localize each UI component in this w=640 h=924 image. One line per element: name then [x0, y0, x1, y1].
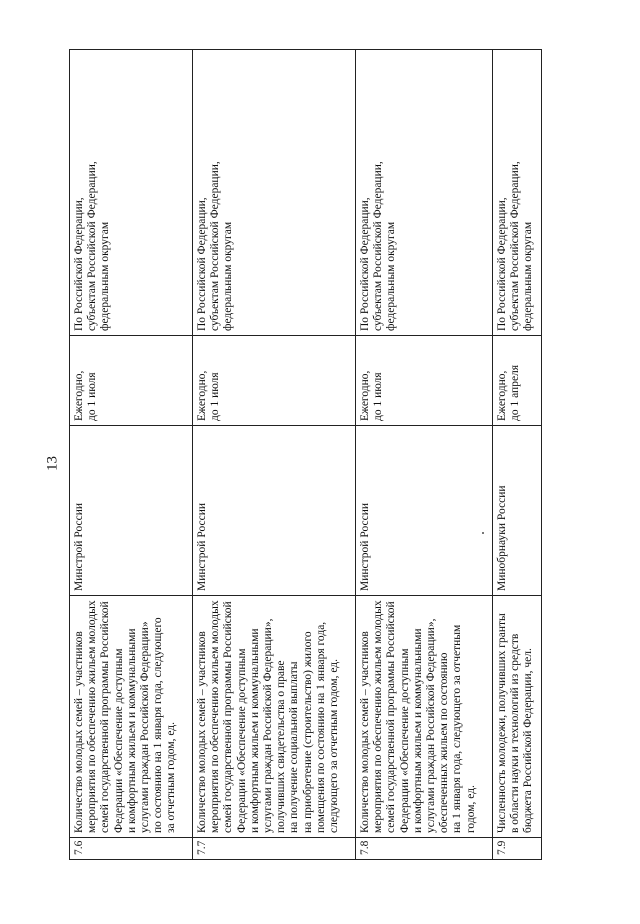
responsible-agency: Минобрнауки России	[493, 426, 542, 596]
aggregation-level: По Российской Федерации, субъектам Российской Федерации, федеральным округам	[356, 50, 493, 336]
aggregation-level: По Российской Федерации, субъектам Российской Федерации, федеральным округам	[70, 50, 193, 336]
responsible-agency: Минстрой России	[193, 426, 356, 596]
row-number: 7.6	[70, 838, 193, 860]
table-row	[356, 50, 493, 860]
row-number: 7.7	[193, 838, 356, 860]
submission-deadline: Ежегодно, до 1 июля	[356, 336, 493, 426]
submission-deadline: Ежегодно, до 1 апреля	[493, 336, 542, 426]
scan-speck	[482, 532, 484, 534]
responsible-agency: Минстрой России	[70, 426, 193, 596]
page-number: 13	[44, 456, 61, 471]
indicator-text: Численность молодежи, получивших гранты в области науки и технологий из средств бюджета Российской Федерации, чел.	[493, 596, 542, 838]
indicator-text: Количество молодых семей – участников мероприятия по обеспечению жильем молодых семей государственной программы Российской Федерации «Обеспечение доступным и комфортным жильем и коммунальными услугами граждан Российской Федерации», обеспеченных жильем по состоянию на 1 января года, следующего за отчетным годом, ед.	[356, 596, 493, 838]
submission-deadline: Ежегодно, до 1 июля	[70, 336, 193, 426]
rotated-table-wrapper	[69, 50, 541, 860]
table-row	[70, 50, 193, 860]
row-number: 7.8	[356, 838, 493, 860]
indicator-text: Количество молодых семей – участников мероприятия по обеспечению жильем молодых семей государственной программы Российской Федерации «Обеспечение доступным и комфортным жильем и коммунальными услугами граждан Российской Федерации», получивших свидетельства о праве на получение социальной выплаты на приобретение (строительство) жилого помещения по состоянию на 1 января года, следующего за отчетным годом, ед.	[193, 596, 356, 838]
aggregation-level: По Российской Федерации, субъектам Российской Федерации, федеральным округам	[193, 50, 356, 336]
table-row	[193, 50, 356, 860]
indicator-text: Количество молодых семей – участников мероприятия по обеспечению жильем молодых семей государственной программы Российской Федерации «Обеспечение доступным и комфортным жильем и коммунальными услугами граждан Российской Федерации» по состоянию на 1 января года, следующего за отчетным годом, ед.	[70, 596, 193, 838]
submission-deadline: Ежегодно, до 1 июля	[193, 336, 356, 426]
aggregation-level: По Российской Федерации, субъектам Российской Федерации, федеральным округам	[493, 50, 542, 336]
table-row	[493, 50, 542, 860]
row-number: 7.9	[493, 838, 542, 860]
responsible-agency: Минстрой России	[356, 426, 493, 596]
indicators-table	[69, 49, 542, 860]
